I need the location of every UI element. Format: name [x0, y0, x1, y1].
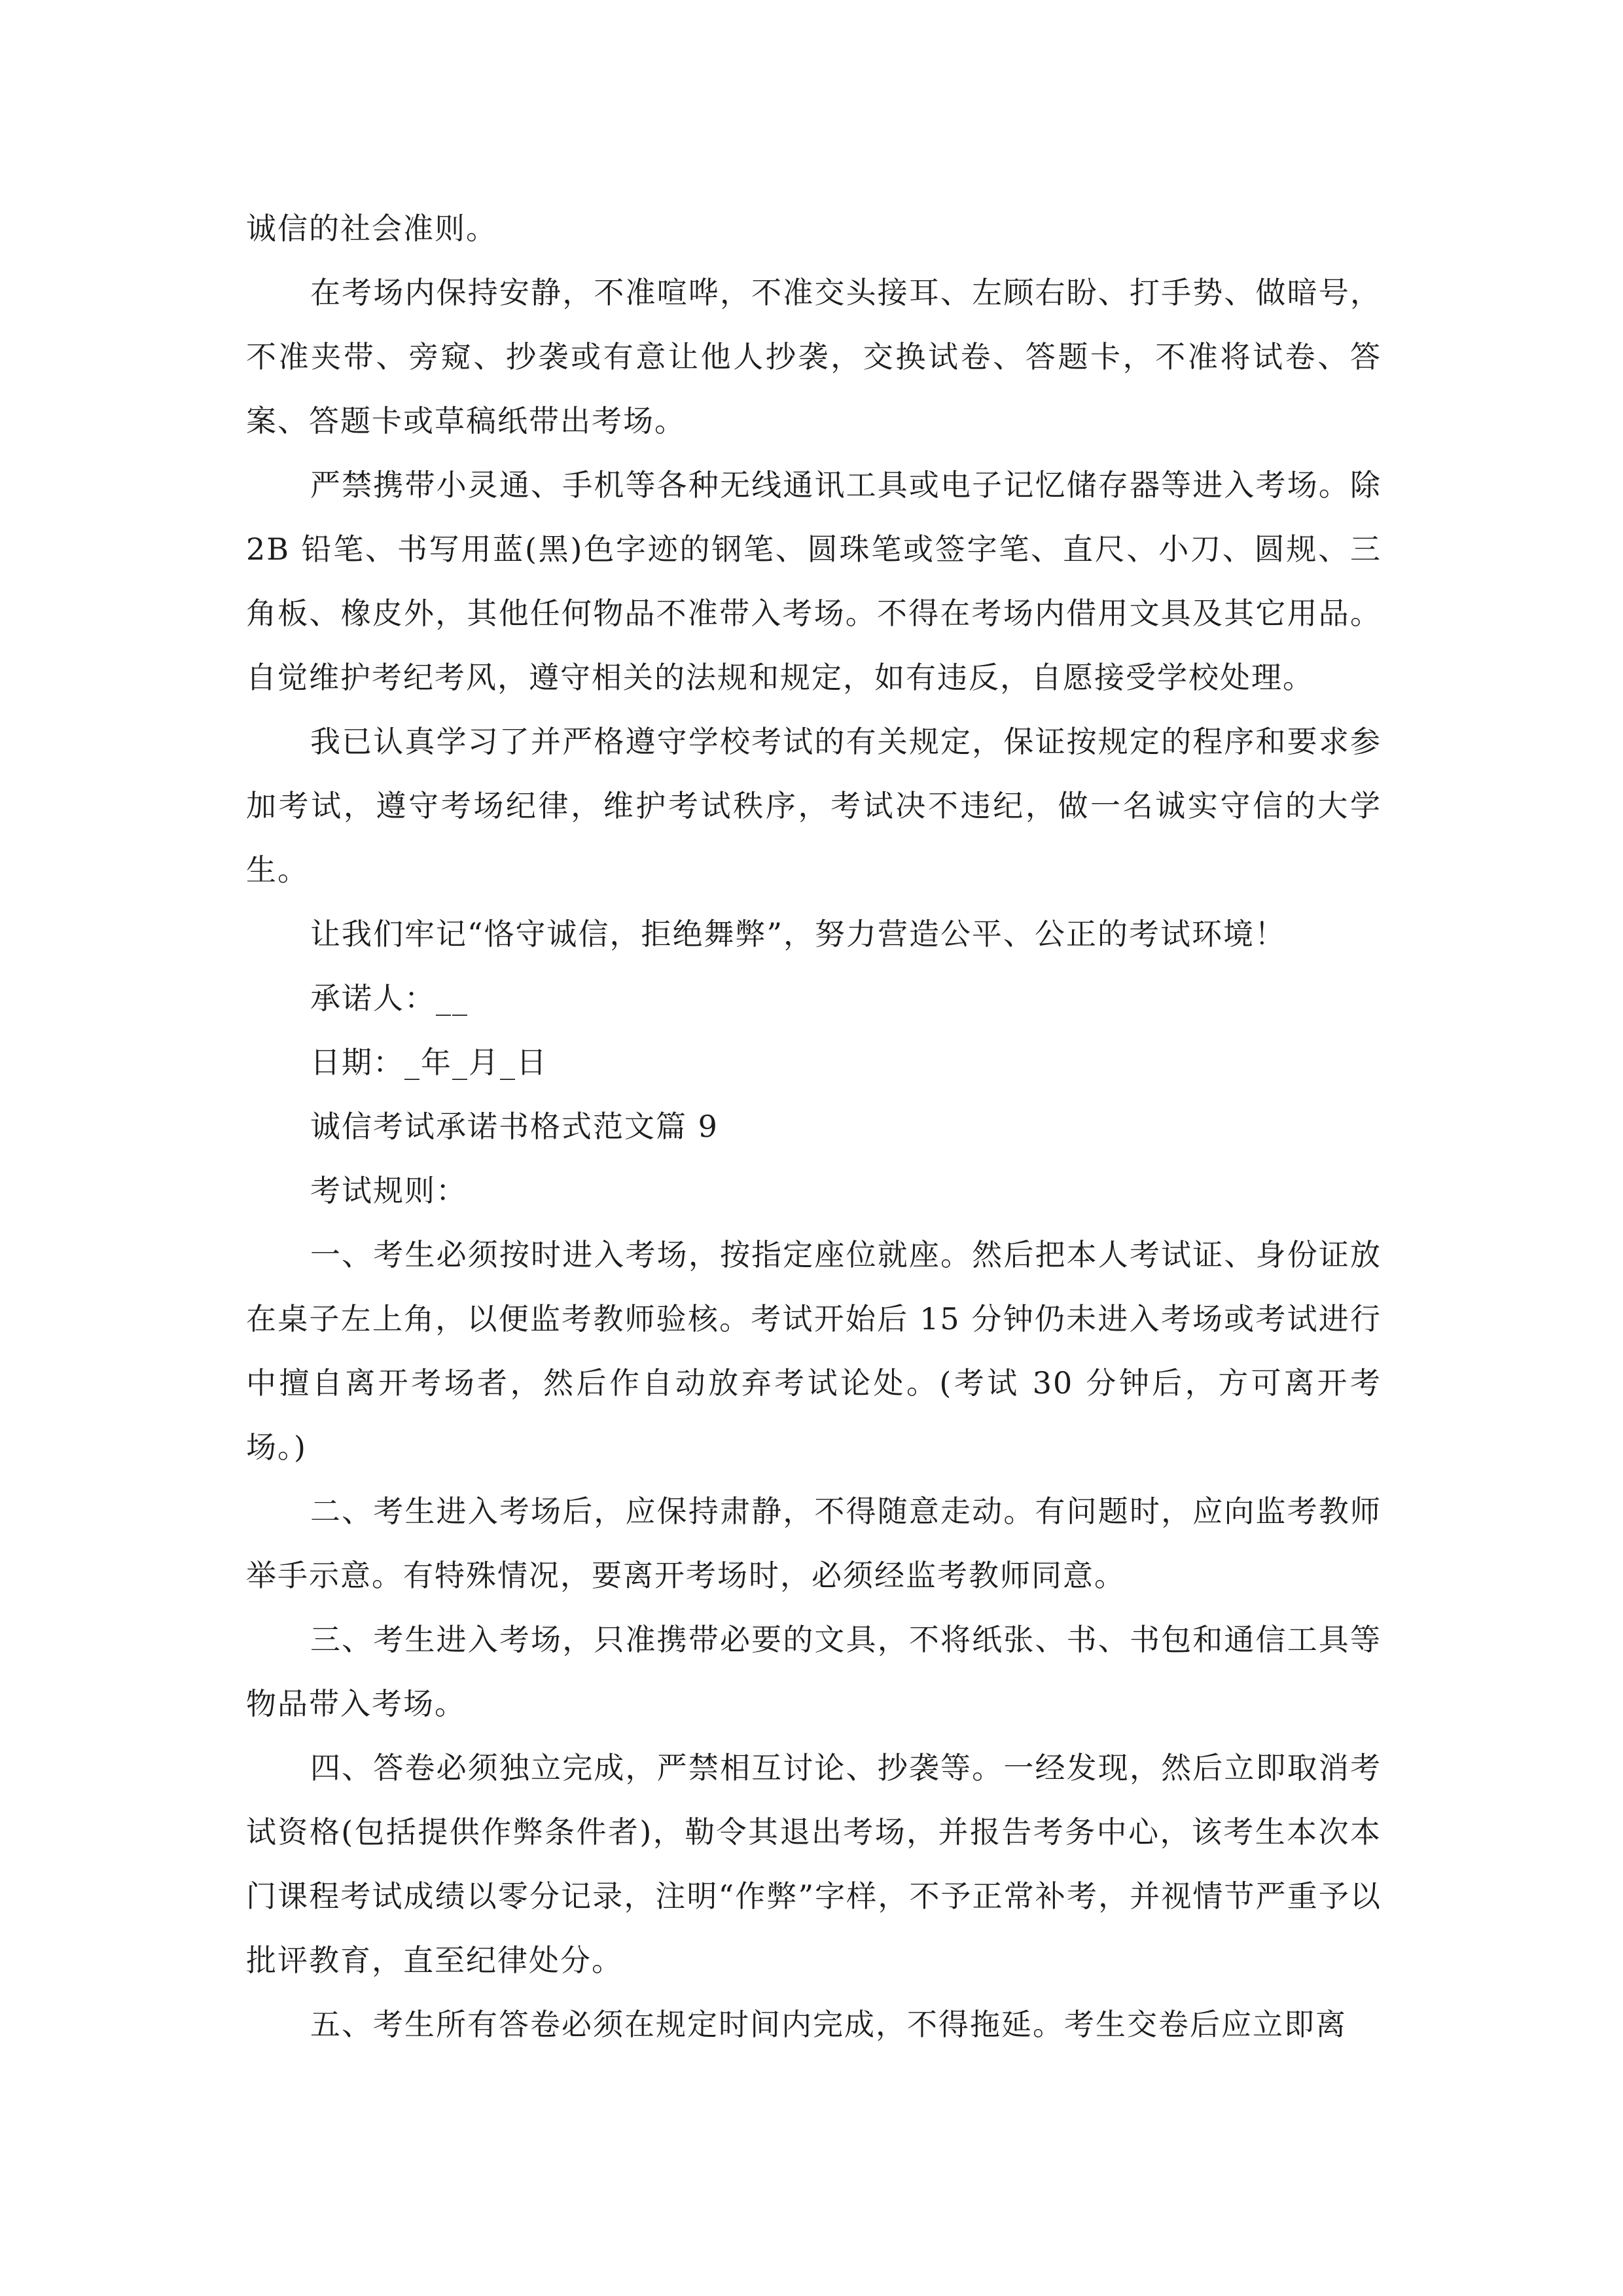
paragraph-continuation: 诚信的社会准则。: [246, 211, 497, 246]
rule-1: 一、考生必须按时进入考场，按指定座位就座。然后把本人考试证、身份证放在桌子左上角，以便监考教师验核。考试开始后 15 分钟仍未进入考场或考试进行中擅自离开考场者，然后作自动放弃考试论处。(考试 30 分钟后，方可离开考场。): [246, 1237, 1382, 1465]
section-title: 诚信考试承诺书格式范文篇 9: [310, 1109, 719, 1144]
rules-heading: 考试规则：: [310, 1173, 467, 1208]
paragraph-slogan: 让我们牢记“恪守诚信，拒绝舞弊”，努力营造公平、公正的考试环境！: [310, 916, 1287, 952]
promisor-line: 承诺人：__: [310, 980, 469, 1016]
document-body: [246, 196, 1382, 2056]
paragraph-exam-room-conduct: 在考场内保持安静，不准喧哗，不准交头接耳、左顾右盼、打手势、做暗号，不准夹带、旁窥、抄袭或有意让他人抄袭，交换试卷、答题卡，不准将试卷、答案、答题卡或草稿纸带出考场。: [246, 275, 1382, 439]
rule-3: 三、考生进入考场，只准携带必要的文具，不将纸张、书、书包和通信工具等物品带入考场。: [246, 1622, 1382, 1721]
date-line: 日期：_年_月_日: [310, 1045, 548, 1080]
paragraph-prohibited-items: 严禁携带小灵通、手机等各种无线通讯工具或电子记忆储存器等进入考场。除 2B 铅笔、书写用蓝(黑)色字迹的钢笔、圆珠笔或签字笔、直尺、小刀、圆规、三角板、橡皮外，其他任何物品不准带入考场。不得在考场内借用文具及其它用品。自觉维护考纪考风，遵守相关的法规和规定，如有违反，自愿接受学校处理。: [246, 467, 1382, 695]
rule-2: 二、考生进入考场后，应保持肃静，不得随意走动。有问题时，应向监考教师举手示意。有特殊情况，要离开考场时，必须经监考教师同意。: [246, 1494, 1382, 1593]
rule-5: 五、考生所有答卷必须在规定时间内完成，不得拖延。考生交卷后应立即离: [310, 2007, 1347, 2042]
paragraph-pledge: 我已认真学习了并严格遵守学校考试的有关规定，保证按规定的程序和要求参加考试，遵守考场纪律，维护考试秩序，考试决不违纪，做一名诚实守信的大学生。: [246, 724, 1382, 888]
rule-4: 四、答卷必须独立完成，严禁相互讨论、抄袭等。一经发现，然后立即取消考试资格(包括提供作弊条件者)，勒令其退出考场，并报告考务中心，该考生本次本门课程考试成绩以零分记录，注明“作弊”字样，不予正常补考，并视情节严重予以批评教育，直至纪律处分。: [246, 1750, 1382, 1978]
